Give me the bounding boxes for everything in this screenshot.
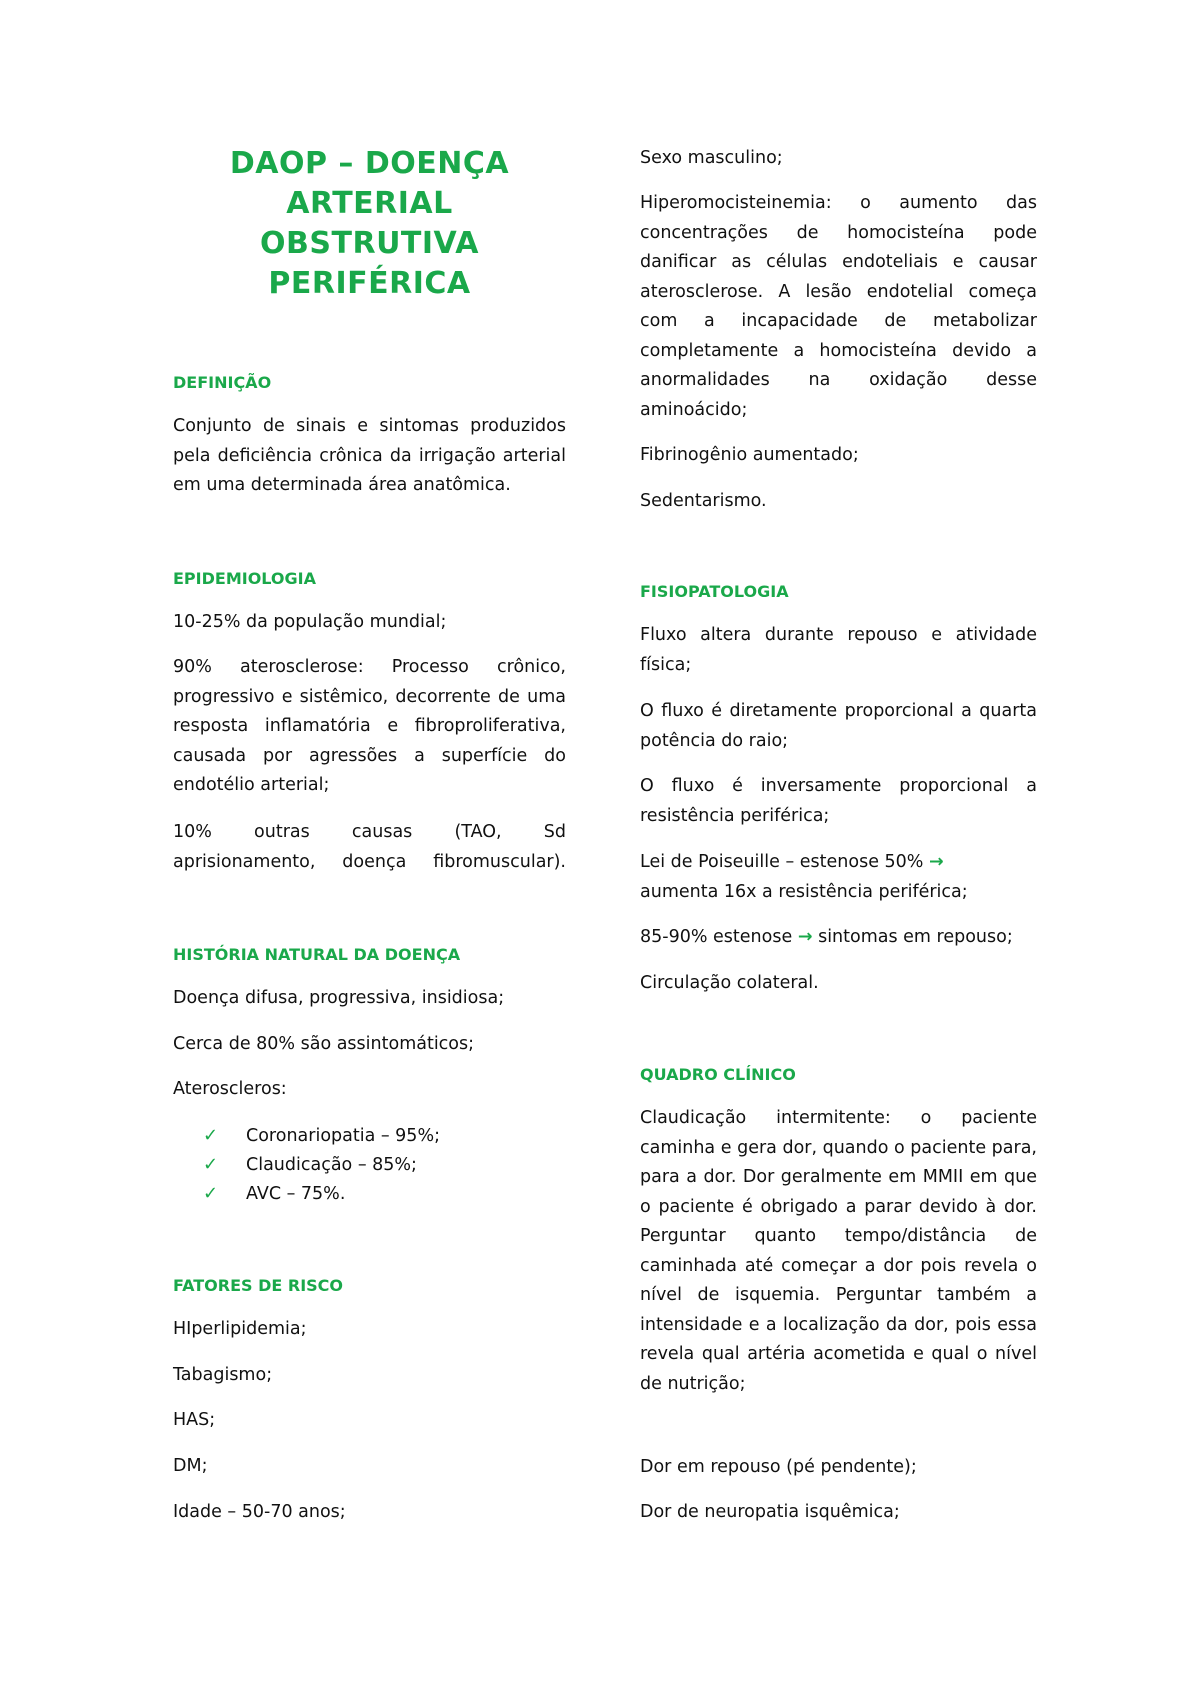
sintomas-text: sintomas em repouso; bbox=[818, 927, 1013, 947]
fisiopatologia-p4 bbox=[640, 848, 944, 878]
definicao-text: Conjunto de sinais e sintomas produzidos pela deficiência crônica da irrigação arterial em uma determinada área anatômica. bbox=[173, 416, 566, 495]
list-item bbox=[203, 1121, 440, 1150]
historia-p2: Cerca de 80% são assintomáticos; bbox=[173, 1034, 475, 1054]
fisiopatologia-p2: O fluxo é diretamente proporcional a quarta potência do raio; bbox=[640, 701, 1037, 751]
heading-historia: HISTÓRIA NATURAL DA DOENÇA bbox=[173, 945, 461, 964]
check-icon: ✓ bbox=[203, 1125, 219, 1146]
list-item bbox=[203, 1179, 440, 1208]
check-icon: ✓ bbox=[203, 1154, 219, 1175]
quadro-p1: Claudicação intermitente: o paciente caminha e gera dor, quando o paciente para, para a dor. Dor geralmente em MMII em que o paciente é obrigado a parar devido à dor. Perguntar quanto tempo/distância de caminhada até começar a dor pois revela o nível de isquemia. Perguntar também a intensidade e a localização da dor, pois essa revela qual artéria acometida e qual o nível de nutrição; bbox=[640, 1108, 1037, 1394]
epidemiologia-p1: 10-25% da população mundial; bbox=[173, 612, 447, 632]
fatores-cont-p3: Fibrinogênio aumentado; bbox=[640, 445, 859, 465]
historia-p3: Ateroscleros: bbox=[173, 1079, 287, 1099]
heading-fisiopatologia: FISIOPATOLOGIA bbox=[640, 582, 789, 601]
fatores-p2: Tabagismo; bbox=[173, 1365, 273, 1385]
heading-definicao: DEFINIÇÃO bbox=[173, 373, 272, 392]
fatores-p4: DM; bbox=[173, 1456, 208, 1476]
fatores-p1: HIperlipidemia; bbox=[173, 1319, 307, 1339]
fatores-cont-p2: Hiperomocisteinemia: o aumento das concentrações de homocisteína pode danificar as células endoteliais e causar aterosclerose. A lesão endotelial começa com a incapacidade de metabolizar completamente a homocisteína devido a anormalidades na oxidação desse aminoácido; bbox=[640, 193, 1037, 420]
estenose-text: 85-90% estenose bbox=[640, 927, 793, 947]
list-item-label: Coronariopatia – 95%; bbox=[246, 1125, 440, 1146]
quadro-p3: Dor de neuropatia isquêmica; bbox=[640, 1502, 900, 1522]
list-item-label: Claudicação – 85%; bbox=[246, 1154, 417, 1175]
list-item bbox=[203, 1150, 440, 1179]
poiseuille-text: Lei de Poiseuille – estenose 50% bbox=[640, 852, 924, 872]
historia-p1: Doença difusa, progressiva, insidiosa; bbox=[173, 988, 505, 1008]
arrow-right-icon: → bbox=[797, 927, 813, 947]
check-icon: ✓ bbox=[203, 1183, 219, 1204]
epidemiologia-p2: 90% aterosclerose: Processo crônico, progressivo e sistêmico, decorrente de uma resposta inflamatória e fibroproliferativa, causada por agressões a superfície do endotélio arterial; bbox=[173, 657, 566, 795]
fatores-p5: Idade – 50-70 anos; bbox=[173, 1502, 346, 1522]
fatores-cont-p1: Sexo masculino; bbox=[640, 148, 783, 168]
arrow-right-icon: → bbox=[929, 852, 944, 872]
quadro-p2: Dor em repouso (pé pendente); bbox=[640, 1457, 917, 1477]
fisiopatologia-p5 bbox=[640, 923, 1013, 953]
fatores-p3: HAS; bbox=[173, 1410, 216, 1430]
fisiopatologia-p4-cont: aumenta 16x a resistência periférica; bbox=[640, 882, 968, 902]
fisiopatologia-p3: O fluxo é inversamente proporcional a resistência periférica; bbox=[640, 776, 1037, 826]
heading-quadro-clinico: QUADRO CLÍNICO bbox=[640, 1065, 796, 1084]
document-title: DAOP – DOENÇA ARTERIAL OBSTRUTIVA PERIFÉRICA bbox=[229, 146, 510, 301]
heading-fatores-de-risco: FATORES DE RISCO bbox=[173, 1276, 344, 1295]
list-item-label: AVC – 75%. bbox=[246, 1183, 346, 1204]
epidemiologia-p3: 10% outras causas (TAO, Sd aprisionamento, doença fibromuscular). bbox=[173, 822, 566, 872]
fisiopatologia-p6: Circulação colateral. bbox=[640, 973, 819, 993]
heading-epidemiologia: EPIDEMIOLOGIA bbox=[173, 569, 316, 588]
fatores-cont-p4: Sedentarismo. bbox=[640, 491, 767, 511]
fisiopatologia-p1: Fluxo altera durante repouso e atividade física; bbox=[640, 625, 1037, 675]
aterosclerose-list bbox=[203, 1121, 440, 1208]
